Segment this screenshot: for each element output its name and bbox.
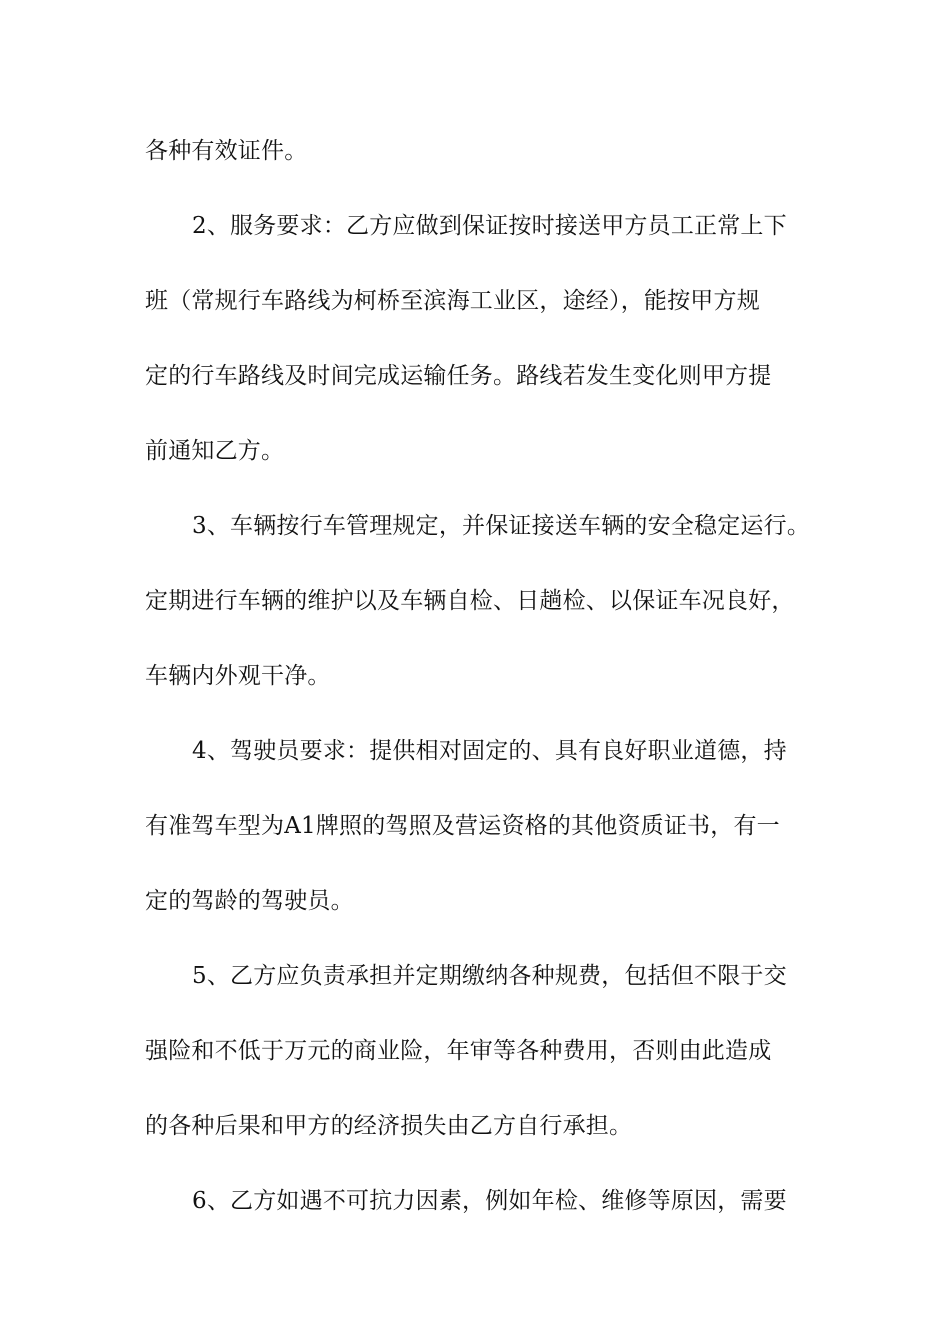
text-line: 前通知乙方。 [145, 438, 285, 464]
text-line: 定的驾龄的驾驶员。 [145, 888, 354, 914]
text-line: 各种有效证件。 [145, 138, 308, 164]
text-line: 有准驾车型为A1牌照的驾照及营运资格的其他资质证书，有一 [145, 813, 780, 839]
text-line: 强险和不低于万元的商业险，年审等各种费用，否则由此造成 [145, 1038, 772, 1064]
text-line: 2、服务要求：乙方应做到保证按时接送甲方员工正常上下 [192, 213, 787, 239]
text-line: 6、乙方如遇不可抗力因素，例如年检、维修等原因，需要 [192, 1188, 787, 1214]
text-line: 车辆内外观干净。 [145, 663, 331, 689]
text-line: 班（常规行车路线为柯桥至滨海工业区，途经），能按甲方规 [145, 288, 760, 314]
text-line: 4、驾驶员要求：提供相对固定的、具有良好职业道德，持 [192, 738, 787, 764]
text-line: 5、乙方应负责承担并定期缴纳各种规费，包括但不限于交 [192, 963, 787, 989]
text-line: 3、车辆按行车管理规定，并保证接送车辆的安全稳定运行。 [192, 513, 811, 539]
text-line: 定的行车路线及时间完成运输任务。路线若发生变化则甲方提 [145, 363, 772, 389]
text-line: 的各种后果和甲方的经济损失由乙方自行承担。 [145, 1113, 633, 1139]
text-line: 定期进行车辆的维护以及车辆自检、日趟检、以保证车况良好， [145, 588, 795, 614]
